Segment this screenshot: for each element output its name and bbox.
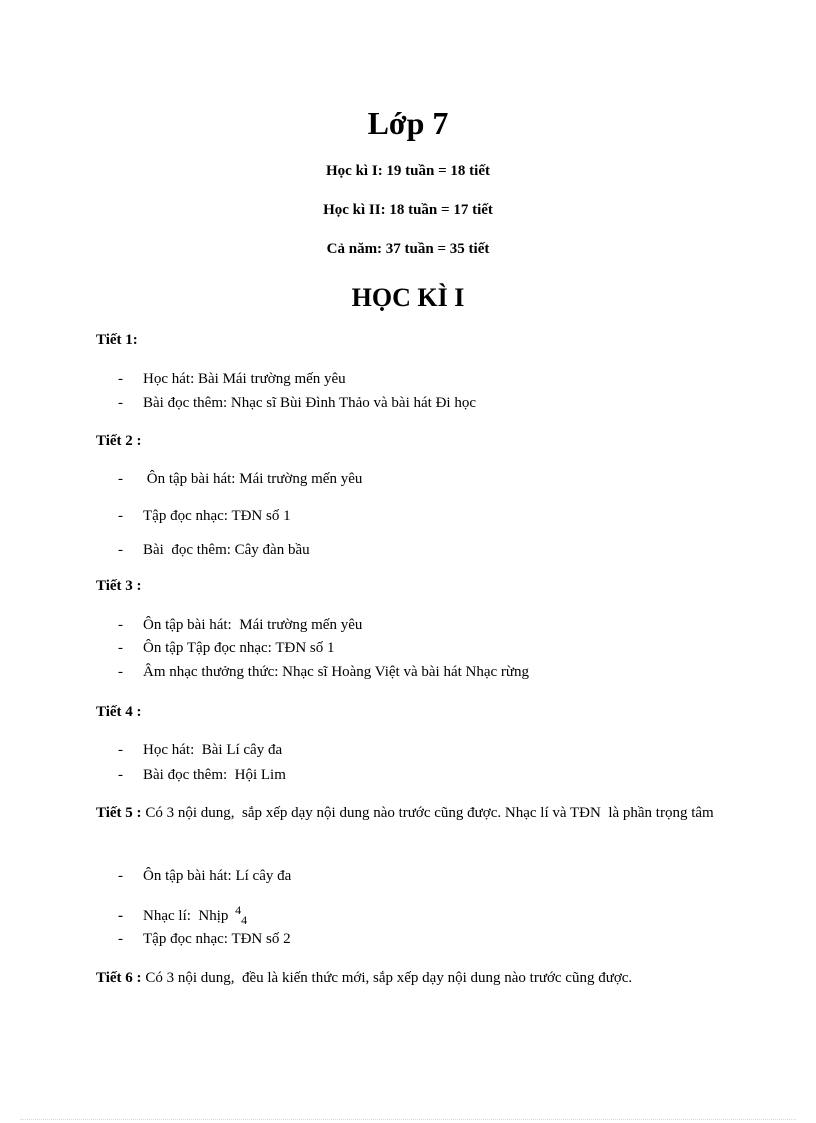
list-item [118,866,291,886]
lesson-2-heading [96,431,716,451]
list-item [118,369,346,389]
list-item [118,929,291,949]
list-item [118,469,362,489]
list-item-text: Tập đọc nhạc: TĐN số 1 [143,508,291,524]
lesson-6-label: Tiết 6 : [96,970,142,986]
bullet-dash: - [118,471,123,487]
list-item-text: Ôn tập bài hát: Lí cây đa [143,868,292,884]
lesson-6-note: Có 3 nội dung, đều là kiến thức mới, sắp xếp dạy nội dung nào trước cũng được. [141,970,633,986]
summary-semester-1: Học kì I: 19 tuần = 18 tiết [326,163,490,179]
page-bottom-divider [20,1119,796,1120]
list-item [118,662,529,682]
summary-full-year: Cả năm: 37 tuần = 35 tiết [326,241,490,257]
list-item-text: Ôn tập bài hát: Mái trường mến yêu [143,471,363,487]
lesson-3-label: Tiết 3 : [96,578,142,594]
list-item [118,506,291,526]
list-item-text: Nhạc lí: Nhịp [143,908,229,924]
bullet-dash: - [118,767,123,783]
bullet-dash: - [118,542,123,558]
bullet-dash: - [118,868,123,884]
list-item [118,765,286,785]
lesson-4-heading [96,702,716,722]
bullet-dash: - [118,617,123,633]
lesson-5-label: Tiết 5 : [96,805,142,821]
summary-semester-2: Học kì II: 18 tuần = 17 tiết [323,202,493,218]
list-item-text: Học hát: Bài Lí cây đa [143,742,283,758]
bullet-dash: - [118,742,123,758]
bullet-dash: - [118,395,123,411]
lesson-1-label: Tiết 1: [96,332,138,348]
lesson-2-label: Tiết 2 : [96,433,142,449]
lesson-4-label: Tiết 4 : [96,704,142,720]
grade-title: Lớp 7 [367,105,449,141]
list-item-text: Bài đọc thêm: Cây đàn bầu [143,542,310,558]
bullet-dash: - [118,508,123,524]
bullet-dash: - [118,931,123,947]
list-item [118,740,282,760]
time-signature-bottom: 4 [241,913,248,927]
bullet-dash: - [118,371,123,387]
time-signature [235,903,248,927]
list-item-text: Ôn tập bài hát: Mái trường mến yêu [143,617,363,633]
time-signature-top: 4 [235,903,242,917]
bullet-dash: - [118,908,123,924]
list-item [118,393,476,413]
semester-heading: HỌC KÌ I [351,283,465,312]
lesson-5-heading [96,803,716,823]
list-item-text: Âm nhạc thưởng thức: Nhạc sĩ Hoàng Việt và bài hát Nhạc rừng [143,664,530,680]
list-item-text: Bài đọc thêm: Nhạc sĩ Bùi Đình Thảo và bài hát Đi học [143,395,476,411]
list-item [118,540,310,560]
bullet-dash: - [118,640,123,656]
lesson-6-heading [96,968,716,988]
list-item-text: Tập đọc nhạc: TĐN số 2 [143,931,291,947]
list-item-text: Bài đọc thêm: Hội Lim [143,767,286,783]
list-item-text: Ôn tập Tập đọc nhạc: TĐN số 1 [143,640,335,656]
bullet-dash: - [118,664,123,680]
list-item [118,615,362,635]
list-item [118,638,335,658]
lesson-5-note: Có 3 nội dung, sắp xếp dạy nội dung nào trước cũng được. Nhạc lí và TĐN là phần trọng tâm [141,805,714,821]
list-item [118,900,247,930]
lesson-1-heading [96,330,716,350]
lesson-3-heading [96,576,716,596]
list-item-text: Học hát: Bài Mái trường mến yêu [143,371,346,387]
